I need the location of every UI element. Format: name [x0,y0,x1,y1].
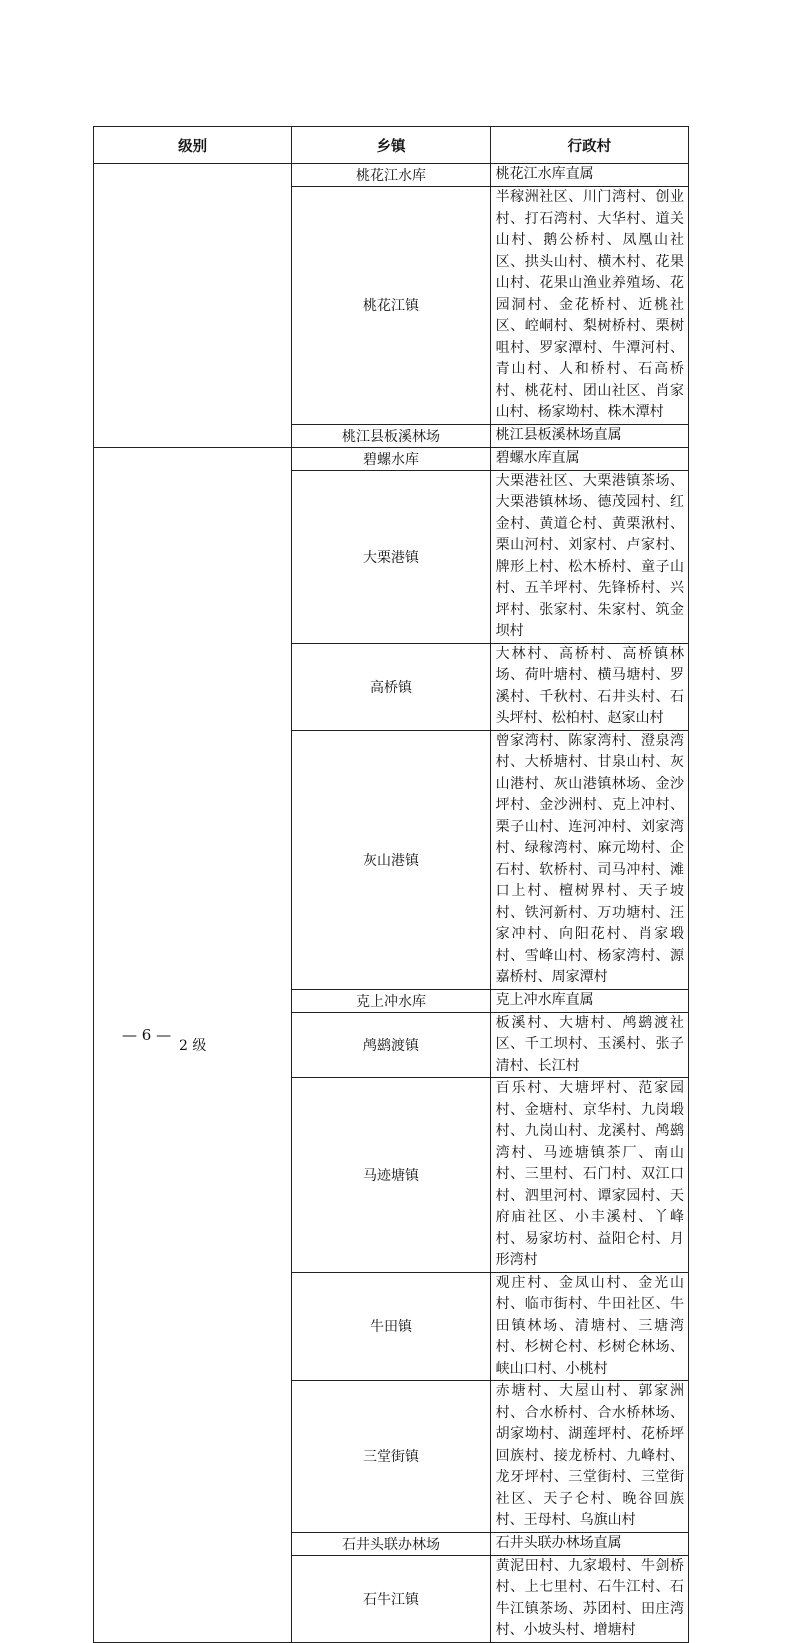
town-cell: 桃江县板溪林场 [292,424,490,447]
town-cell: 三堂街镇 [292,1381,490,1533]
header-town: 乡镇 [292,127,490,164]
town-cell: 高桥镇 [292,643,490,730]
town-cell: 牛田镇 [292,1272,490,1381]
level-cell: 2 级 [94,447,292,1642]
village-table [93,126,689,1643]
level-cell [94,164,292,448]
villages-cell: 板溪村、大塘村、鸬鹚渡社区、千工坝村、玉溪村、张子清村、长江村 [490,1012,688,1078]
town-cell: 大栗港镇 [292,470,490,643]
header-villages: 行政村 [490,127,688,164]
villages-cell: 石井头联办林场直属 [490,1532,688,1555]
town-cell: 马迹塘镇 [292,1078,490,1273]
page-number: — 6 — [122,1026,172,1044]
town-cell: 桃花江镇 [292,187,490,425]
villages-cell: 大栗港社区、大栗港镇茶场、大栗港镇林场、德茂园村、红金村、黄道仑村、黄栗湫村、栗山河村、刘家村、卢家村、牌形上村、松木桥村、童子山村、五羊坪村、先锋桥村、兴坪村、张家村、朱家村、筑金坝村 [490,470,688,643]
town-cell: 桃花江水库 [292,164,490,187]
villages-cell: 赤塘村、大屋山村、郭家洲村、合水桥村、合水桥林场、胡家坳村、湖莲坪村、花桥坪回族村、接龙桥村、九峰村、龙牙坪村、三堂街村、三堂街社区、天子仑村、晚谷回族村、王母村、乌旗山村 [490,1381,688,1533]
villages-cell: 百乐村、大塘坪村、范家园村、金塘村、京华村、九岗塅村、九岗山村、龙溪村、鸬鹚湾村、马迹塘镇茶厂、南山村、三里村、石门村、双江口村、泗里河村、谭家园村、天府庙社区、小丰溪村、丫峰村、易家坊村、益阳仑村、月形湾村 [490,1078,688,1273]
town-cell: 克上冲水库 [292,989,490,1012]
town-cell: 碧螺水库 [292,447,490,470]
villages-cell: 桃花江水库直属 [490,164,688,187]
villages-cell: 黄泥田村、九家塅村、牛剑桥村、上七里村、石牛江村、石牛江镇茶场、苏团村、田庄湾村、小坡头村、增塘村 [490,1555,688,1642]
villages-cell: 观庄村、金凤山村、金光山村、临市街村、牛田社区、牛田镇林场、清塘村、三塘湾村、杉树仑村、杉树仑林场、峡山口村、小桃村 [490,1272,688,1381]
villages-cell: 克上冲水库直属 [490,989,688,1012]
table-row [94,447,689,470]
town-cell: 灰山港镇 [292,730,490,989]
town-cell: 石牛江镇 [292,1555,490,1642]
villages-cell: 桃江县板溪林场直属 [490,424,688,447]
header-level: 级别 [94,127,292,164]
villages-cell: 曾家湾村、陈家湾村、澄泉湾村、大桥塘村、甘泉山村、灰山港村、灰山港镇林场、金沙坪村、金沙洲村、克上冲村、栗子山村、连河冲村、刘家湾村、绿稼湾村、麻元坳村、企石村、软桥村、司马冲村、滩口上村、檀树界村、天子坡村、铁河新村、万功塘村、汪家冲村、向阳花村、肖家塅村、雪峰山村、杨家湾村、源嘉桥村、周家潭村 [490,730,688,989]
town-cell: 石井头联办林场 [292,1532,490,1555]
villages-cell: 大林村、高桥村、高桥镇林场、荷叶塘村、横马塘村、罗溪村、千秋村、石井头村、石头坪村、松柏村、赵家山村 [490,643,688,730]
villages-cell: 碧螺水库直属 [490,447,688,470]
table-header-row [94,127,689,164]
town-cell: 鸬鹚渡镇 [292,1012,490,1078]
table-row [94,164,689,187]
villages-cell: 半稼洲社区、川门湾村、创业村、打石湾村、大华村、道关山村、鹅公桥村、凤凰山社区、拱头山村、横木村、花果山村、花果山渔业养殖场、花园洞村、金花桥村、近桃社区、崆峒村、梨树桥村、栗树咀村、罗家潭村、牛潭河村、青山村、人和桥村、石高桥村、桃花村、团山社区、肖家山村、杨家坳村、株木潭村 [490,187,688,425]
